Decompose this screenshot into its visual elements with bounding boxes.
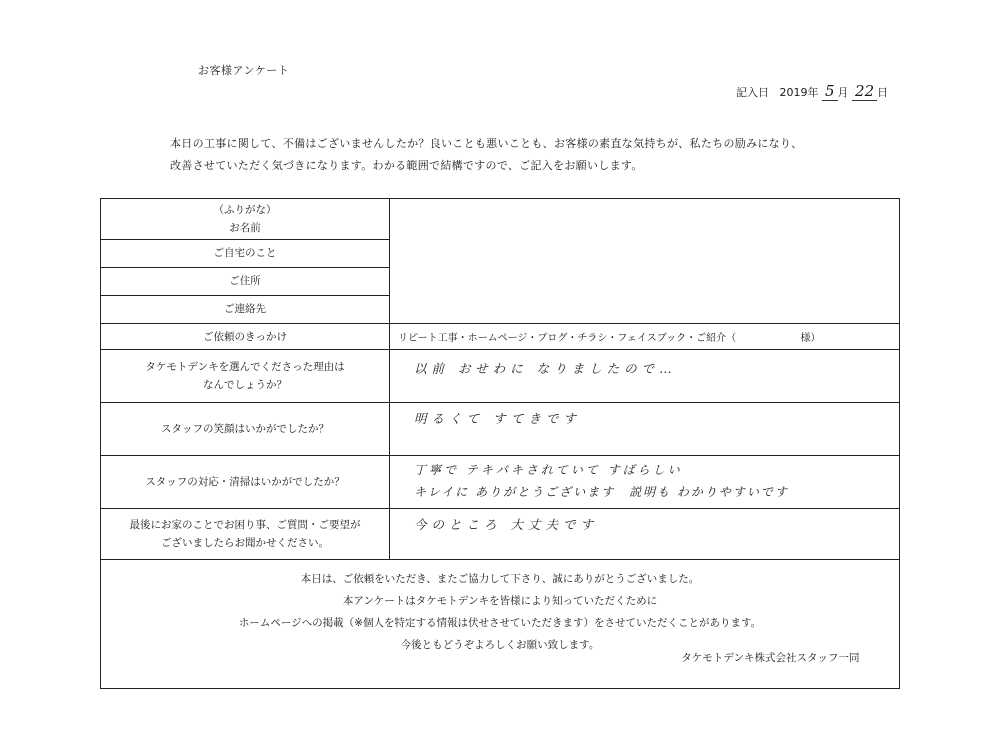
personal-info-answer[interactable] [390,199,900,324]
trigger-label: ご依頼のきっかけ [101,324,390,350]
final-label-line-1: 最後にお家のことでお困り事、ご質問・ご要望が [129,519,361,531]
entry-date-label: 記入日 [736,86,769,99]
footer-message [101,560,899,656]
address-label: ご住所 [101,268,389,296]
trigger-options: リピート工事・ホームページ・ブログ・チラシ・フェイスブック・ご紹介（ [398,333,737,344]
home-label: ご自宅のこと [101,240,389,268]
service-answer-line-2: キレイに ありがとうございます 説明も わかりやすいです [414,485,789,499]
entry-day-unit: 日 [877,86,889,99]
smile-answer-text: 明るくて すてきです [414,411,581,426]
footer-line-4: 今後ともどうぞよろしくお願い致します。 [400,639,600,651]
smile-label: スタッフの笑顔はいかがでしたか？ [101,403,390,456]
reason-label-line-2: なんでしょうか？ [203,379,287,391]
footer-line-1: 本日は、ご依頼をいただき、またご協力して下さり、誠にありがとうございました。 [300,573,700,585]
intro-line-2: 改善させていただく気づきになります。わかる範囲で結構ですので、ご記入をお願いします。 [170,159,643,172]
final-label-line-2: ございましたらお聞かせください。 [161,537,329,549]
trigger-suffix: 様） [800,333,821,344]
entry-date [736,82,888,100]
signature: タケモトデンキ株式会社スタッフ一同 [681,651,860,664]
entry-year: 2019年 [779,86,819,99]
reason-label-line-1: タケモトデンキを選んでくださった理由は [145,361,345,373]
service-answer-line-1: 丁寧で テキパキされていて すばらしい [414,463,683,477]
footer-cell [101,560,900,689]
name-label: お名前 [229,222,261,234]
final-answer[interactable] [390,509,900,560]
entry-day-value: 22 [852,82,877,101]
reason-label [101,350,390,403]
entry-month-value: 5 [822,82,838,101]
final-label [101,509,390,560]
footer-line-2: 本アンケートはタケモトデンキを皆様により知っていただくために [342,595,658,607]
final-answer-text: 今のところ 大丈夫です [414,517,598,532]
personal-info-labels [101,199,390,324]
trigger-answer[interactable] [390,324,900,350]
contact-label: ご連絡先 [224,303,266,315]
smile-answer[interactable] [390,403,900,456]
page-title: お客様アンケート [198,64,290,77]
intro-text [170,133,803,177]
name-cell [101,199,389,240]
entry-month-unit: 月 [837,86,849,99]
survey-form [100,198,900,689]
reason-answer-text: 以前 おせわに なりましたので… [414,361,677,376]
service-label: スタッフの対応・清掃はいかがでしたか？ [101,456,390,509]
intro-line-1: 本日の工事に関して、不備はございませんしたか？良いことも悪いことも、お客様の素直な気持ちが、私たちの励みになり、 [170,137,803,150]
footer-line-3: ホームページへの掲載（※個人を特定する情報は伏せさせていただきます）をさせていただくことがあります。 [238,617,762,629]
service-answer[interactable] [390,456,900,509]
reason-answer[interactable] [390,350,900,403]
furigana-label: （ふりがな） [213,204,277,216]
